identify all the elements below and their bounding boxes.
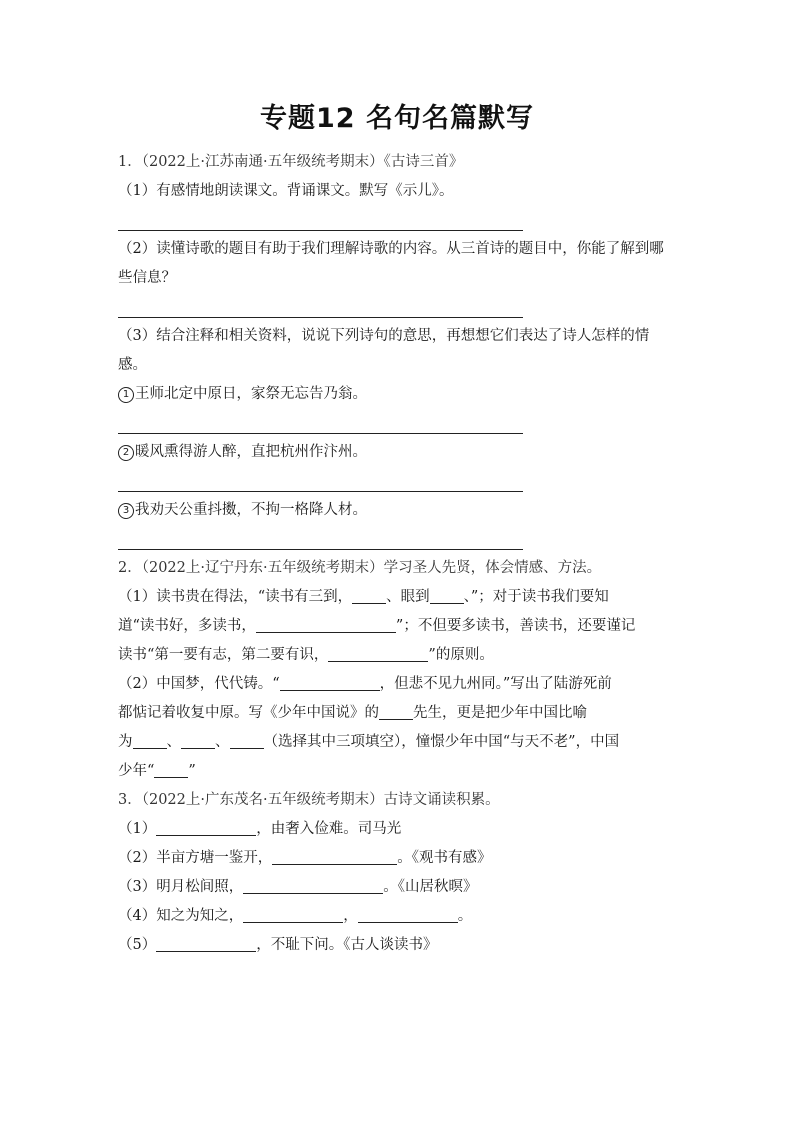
text-span: ，不耻下问。《古人谈读书》 (256, 937, 438, 953)
answer-line[interactable] (118, 293, 678, 322)
text-span: 。《观书有感》 (397, 850, 492, 866)
q1-item-3 (118, 496, 678, 525)
text-span: 都惦记着收复中原。写《少年中国说》的 (118, 705, 379, 721)
q2-part-2-line-4 (118, 757, 678, 786)
text-span: ”；不但要多读书，善读书，还要谨记 (395, 618, 636, 634)
fill-blank[interactable] (181, 731, 215, 749)
text-span: 、 (166, 734, 181, 750)
q1-item-1 (118, 380, 678, 409)
answer-line[interactable] (118, 206, 678, 235)
q2-part-2-line-2 (118, 699, 678, 728)
q1-part-2: （2）读懂诗歌的题目有助于我们理解诗歌的内容。从三首诗的题目中，你能了解到哪些信息？ (118, 241, 664, 286)
page-title: 专题12 名句名篇默写 (260, 103, 534, 134)
text-span: （5） (118, 937, 157, 953)
text-span: 、眼到 (386, 589, 430, 605)
text-span: 道“读书好，多读书， (118, 618, 256, 634)
text-span: 。 (457, 908, 473, 924)
text-span: ” (188, 763, 196, 779)
q2-part-2-line-3 (118, 728, 678, 757)
text-span: （选择其中三项填空），憧憬少年中国“与天不老”，中国 (263, 734, 620, 750)
text-span: 为 (118, 734, 133, 750)
q2-part-1-line-2 (118, 612, 678, 641)
fill-blank[interactable] (256, 615, 396, 633)
circled-number-icon: 2 (118, 445, 134, 461)
text-span: 读书“第一要有志，第二要有识， (118, 647, 329, 663)
text-span: 少年“ (118, 763, 155, 779)
q3-line-4 (118, 902, 678, 931)
text-span: ， (343, 908, 358, 924)
q2-part-1-line-1 (118, 583, 678, 612)
q2-part-2-line-1 (118, 670, 678, 699)
fill-blank[interactable] (243, 876, 383, 894)
text-span: （4）知之为知之， (118, 908, 244, 924)
q1-item-2-text: 暖风熏得游人醉，直把杭州作汴州。 (135, 444, 367, 460)
q1-item-1-text: 王师北定中原日，家祭无忘告乃翁。 (135, 386, 367, 402)
fill-blank[interactable] (154, 760, 188, 778)
question-2-header: 2．（2022上·辽宁丹东·五年级统考期末）学习圣人先贤，体会情感、方法。 (118, 560, 602, 576)
text-span: （1） (118, 821, 157, 837)
text-span: （2）中国梦，代代铸。“ (118, 676, 280, 692)
q3-line-2 (118, 844, 678, 873)
fill-blank[interactable] (379, 702, 413, 720)
fill-blank[interactable] (156, 818, 256, 836)
text-span: ”的原则。 (428, 647, 494, 663)
q1-item-3-text: 我劝天公重抖擞，不拘一格降人材。 (135, 502, 367, 518)
q1-part-1: （1）有感情地朗读课文。背诵课文。默写《示儿》。 (118, 183, 454, 199)
question-1-header: 1．（2022上·江苏南通·五年级统考期末）《古诗三首》 (118, 154, 464, 170)
q3-line-3 (118, 873, 678, 902)
fill-blank[interactable] (272, 847, 397, 865)
circled-number-icon: 3 (118, 503, 134, 519)
text-span: （2）半亩方塘一鉴开， (118, 850, 273, 866)
q2-part-1-line-3 (118, 641, 678, 670)
fill-blank[interactable] (230, 731, 264, 749)
answer-line[interactable] (118, 525, 678, 554)
q1-item-2 (118, 438, 678, 467)
text-span: 先生，更是把少年中国比喻 (413, 705, 587, 721)
text-span: （1）读书贵在得法，“读书有三到， (118, 589, 353, 605)
text-span: 、”；对于读书我们要知 (463, 589, 609, 605)
fill-blank[interactable] (133, 731, 167, 749)
answer-line[interactable] (118, 467, 678, 496)
answer-line[interactable] (118, 409, 678, 438)
q1-part-3: （3）结合注释和相关资料，说说下列诗句的意思，再想想它们表达了诗人怎样的情感。 (118, 328, 650, 373)
fill-blank[interactable] (243, 905, 343, 923)
fill-blank[interactable] (280, 673, 380, 691)
q3-line-1 (118, 815, 678, 844)
circled-number-icon: 1 (118, 387, 134, 403)
fill-blank[interactable] (328, 644, 428, 662)
fill-blank[interactable] (430, 586, 464, 604)
question-3-header: 3．（2022上·广东茂名·五年级统考期末）古诗文诵读积累。 (118, 792, 500, 808)
text-span: （3）明月松间照， (118, 879, 244, 895)
fill-blank[interactable] (156, 934, 256, 952)
text-span: ，由奢入俭难。司马光 (256, 821, 402, 837)
q3-line-5 (118, 931, 678, 960)
document-body (118, 148, 678, 960)
text-span: ，但悲不见九州同。”写出了陆游死前 (379, 676, 612, 692)
fill-blank[interactable] (358, 905, 458, 923)
text-span: 、 (215, 734, 230, 750)
text-span: 。《山居秋暝》 (383, 879, 478, 895)
fill-blank[interactable] (352, 586, 386, 604)
